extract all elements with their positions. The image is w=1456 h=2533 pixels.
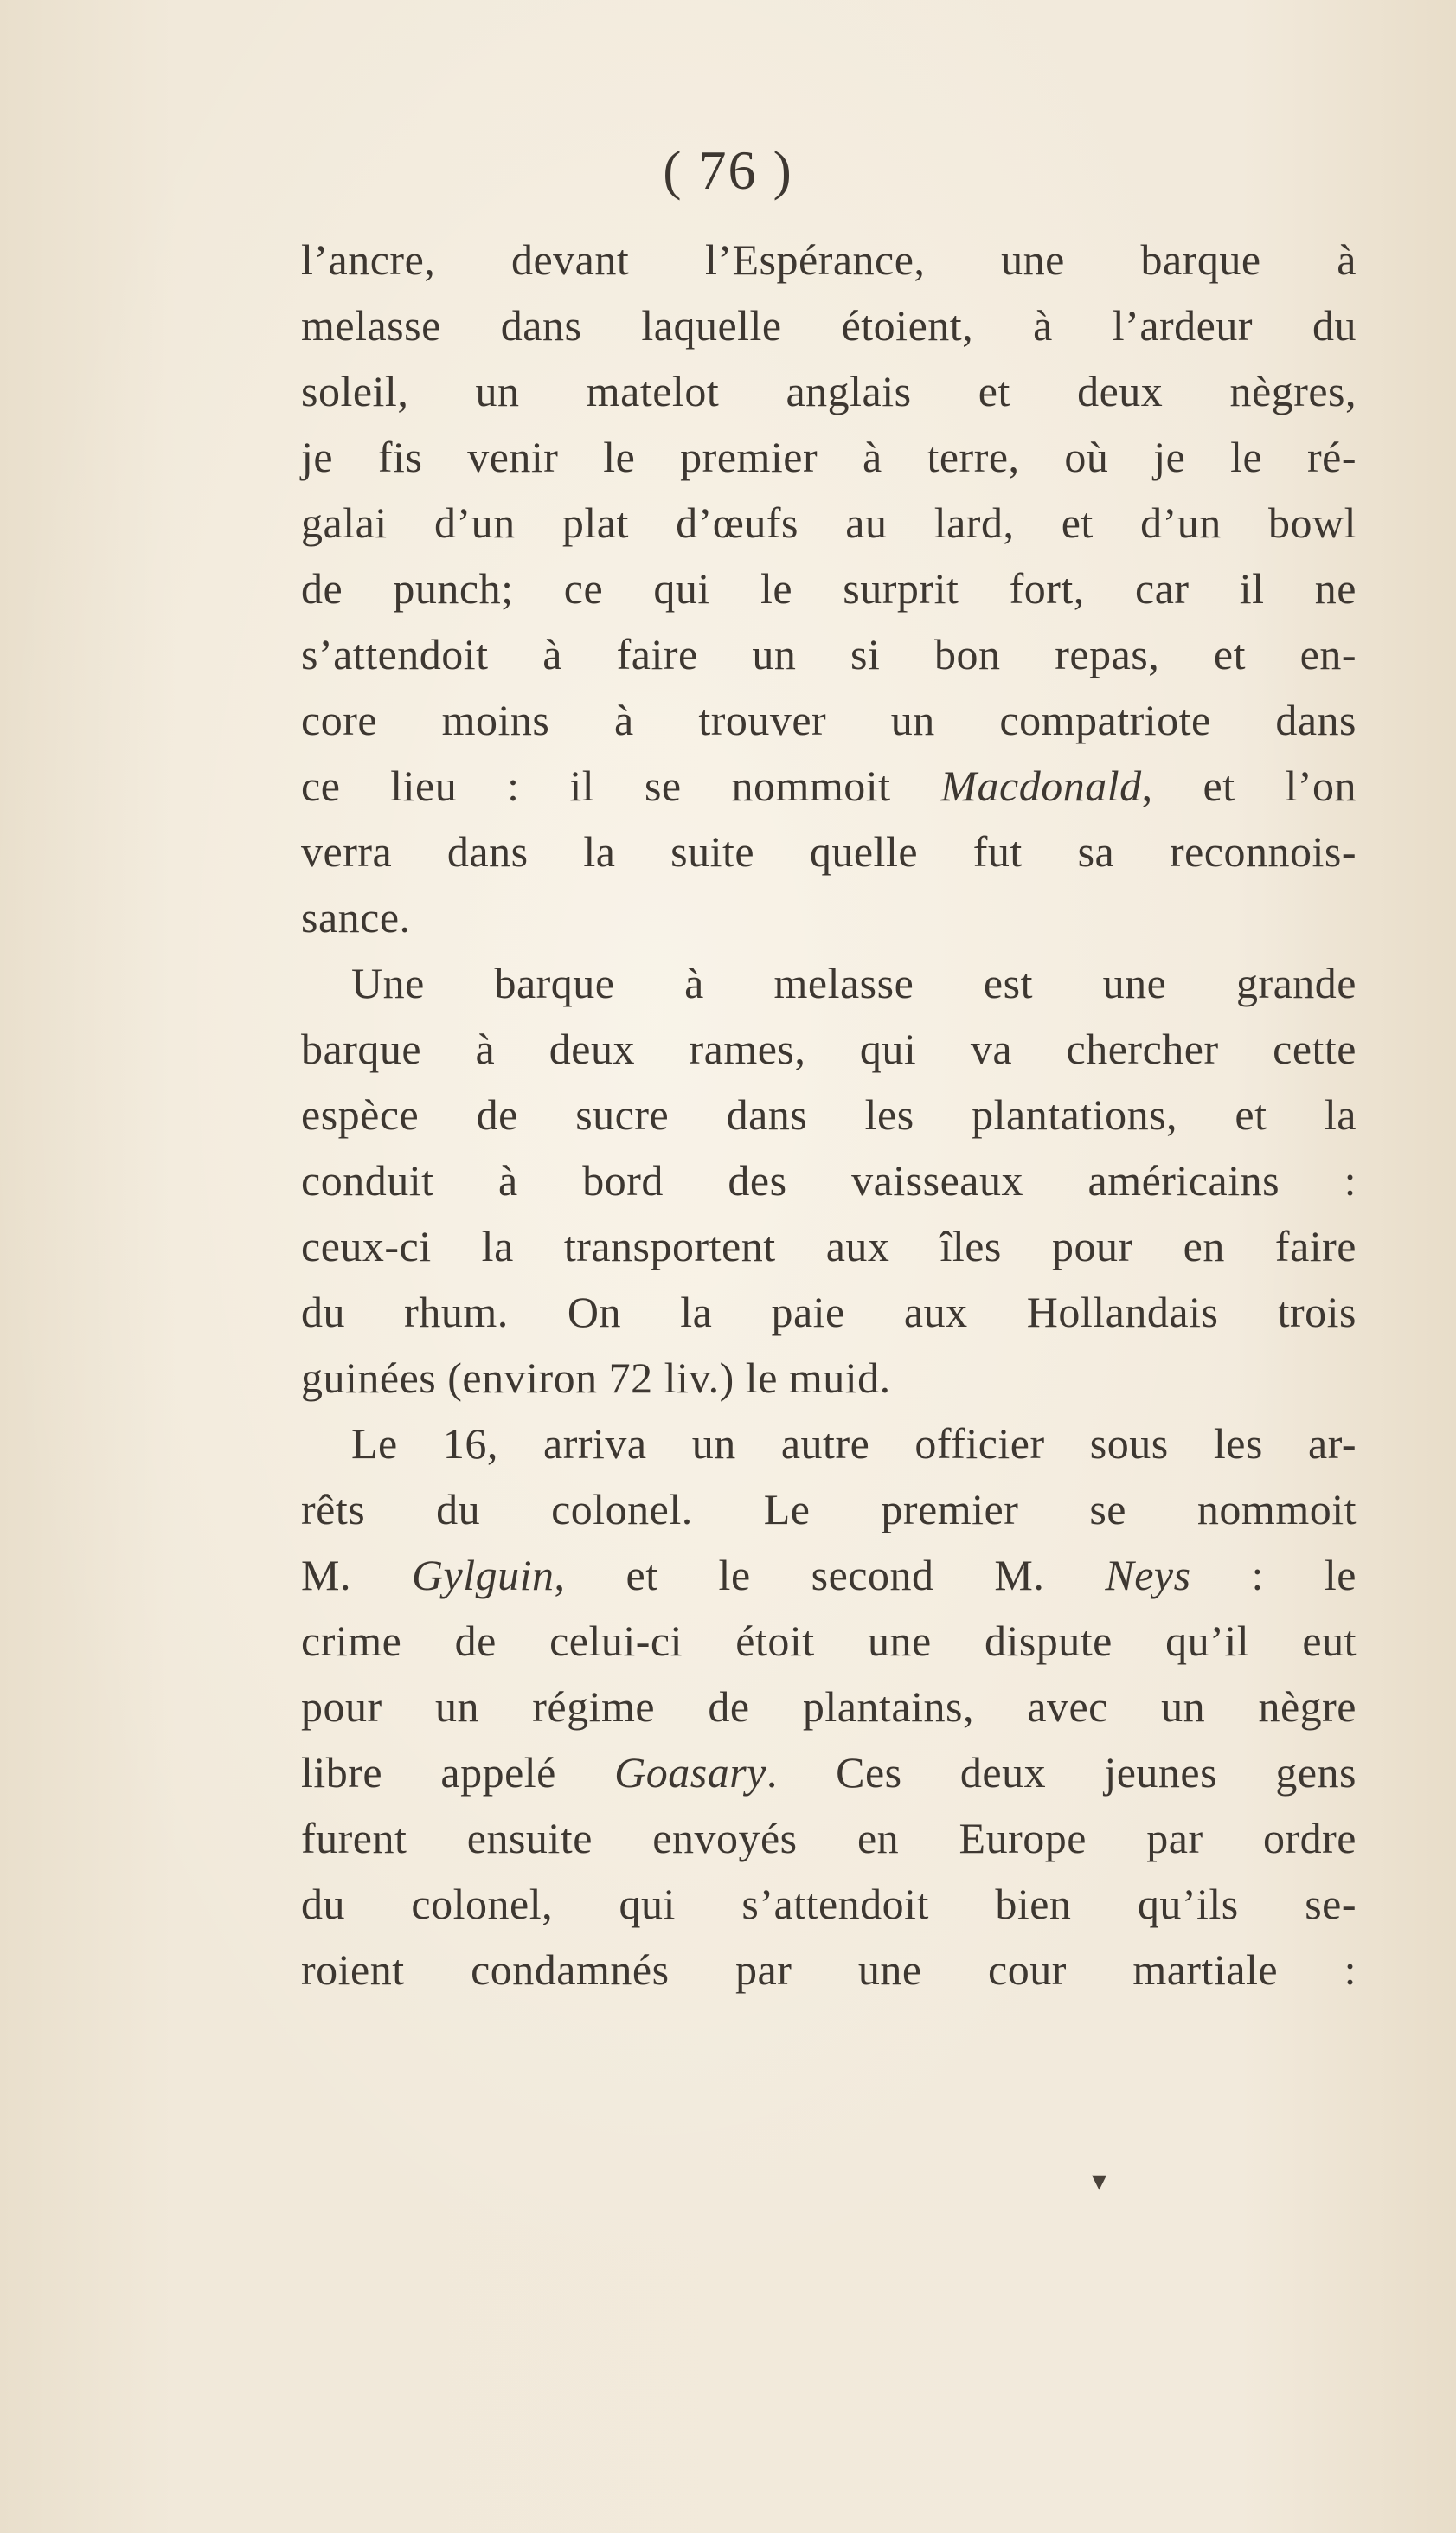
text-segment: core moins à trouver un compatriote dans bbox=[301, 696, 1357, 744]
text-line bbox=[301, 1608, 1357, 1674]
text-line bbox=[301, 884, 1357, 950]
text-segment: Le 16, arriva un autre officier sous les ar- bbox=[351, 1419, 1357, 1468]
text-segment: barque à deux rames, qui va chercher cette bbox=[301, 1025, 1357, 1073]
text-segment: rêts du colonel. Le premier se nommoit bbox=[301, 1485, 1357, 1533]
text-line bbox=[301, 1476, 1357, 1542]
text-segment: libre appelé bbox=[301, 1748, 615, 1797]
italic-name: Gylguin bbox=[411, 1551, 555, 1599]
text-segment: verra dans la suite quelle fut sa reconnois- bbox=[301, 827, 1357, 876]
text-segment: ce lieu : il se nommoit bbox=[301, 762, 941, 810]
italic-name: Macdonald bbox=[940, 762, 1142, 810]
footer-ornament: ▾ bbox=[1092, 2165, 1107, 2197]
text-segment: sance. bbox=[301, 893, 411, 942]
page-number: ( 76 ) bbox=[663, 139, 793, 201]
text-segment: du colonel, qui s’attendoit bien qu’ils se- bbox=[301, 1880, 1357, 1928]
text-line bbox=[301, 1805, 1357, 1871]
text-line bbox=[301, 1411, 1357, 1476]
text-line bbox=[301, 1016, 1357, 1082]
text-line bbox=[301, 227, 1357, 293]
text-segment: roient condamnés par une cour martiale : bbox=[301, 1945, 1357, 1994]
text-line bbox=[301, 1213, 1357, 1279]
text-line bbox=[301, 556, 1357, 621]
text-line bbox=[301, 950, 1357, 1016]
body-text bbox=[301, 227, 1357, 2003]
text-line bbox=[301, 1739, 1357, 1805]
text-segment: guinées (environ 72 liv.) le muid. bbox=[301, 1353, 891, 1402]
text-segment: je fis venir le premier à terre, où je le ré- bbox=[301, 433, 1357, 481]
text-line bbox=[301, 621, 1357, 687]
text-line bbox=[301, 1542, 1357, 1608]
text-segment: , et le second M. bbox=[554, 1551, 1106, 1599]
text-segment: Une barque à melasse est une grande bbox=[351, 959, 1357, 1007]
text-line bbox=[301, 753, 1357, 819]
text-segment: de punch; ce qui le surprit fort, car il ne bbox=[301, 564, 1357, 613]
text-segment: pour un régime de plantains, avec un nègre bbox=[301, 1682, 1357, 1731]
text-segment: furent ensuite envoyés en Europe par ordre bbox=[301, 1814, 1357, 1862]
text-line bbox=[301, 1871, 1357, 1937]
text-line bbox=[301, 687, 1357, 753]
text-line bbox=[301, 490, 1357, 556]
text-segment: s’attendoit à faire un si bon repas, et en- bbox=[301, 630, 1357, 678]
text-line bbox=[301, 819, 1357, 884]
text-segment: : le bbox=[1190, 1551, 1357, 1599]
text-segment: M. bbox=[301, 1551, 412, 1599]
italic-name: Neys bbox=[1105, 1551, 1191, 1599]
text-segment: crime de celui-ci étoit une dispute qu’il eut bbox=[301, 1617, 1357, 1665]
text-segment: . Ces deux jeunes gens bbox=[766, 1748, 1357, 1797]
italic-name: Goasary bbox=[614, 1748, 766, 1797]
text-line bbox=[301, 1674, 1357, 1739]
text-line bbox=[301, 1082, 1357, 1148]
text-line bbox=[301, 358, 1357, 424]
text-segment: , et l’on bbox=[1141, 762, 1357, 810]
text-line bbox=[301, 293, 1357, 358]
text-line bbox=[301, 1937, 1357, 2003]
text-segment: melasse dans laquelle étoient, à l’ardeur du bbox=[301, 301, 1357, 350]
text-segment: galai d’un plat d’œufs au lard, et d’un bowl bbox=[301, 498, 1357, 547]
text-segment: espèce de sucre dans les plantations, et la bbox=[301, 1090, 1357, 1139]
text-line bbox=[301, 1148, 1357, 1213]
text-segment: l’ancre, devant l’Espérance, une barque à bbox=[301, 235, 1357, 284]
text-segment: du rhum. On la paie aux Hollandais trois bbox=[301, 1288, 1357, 1336]
text-segment: soleil, un matelot anglais et deux nègres, bbox=[301, 367, 1357, 415]
text-line bbox=[301, 424, 1357, 490]
text-segment: conduit à bord des vaisseaux américains : bbox=[301, 1156, 1357, 1205]
text-line bbox=[301, 1345, 1357, 1411]
text-line bbox=[301, 1279, 1357, 1345]
text-segment: ceux-ci la transportent aux îles pour en faire bbox=[301, 1222, 1357, 1270]
